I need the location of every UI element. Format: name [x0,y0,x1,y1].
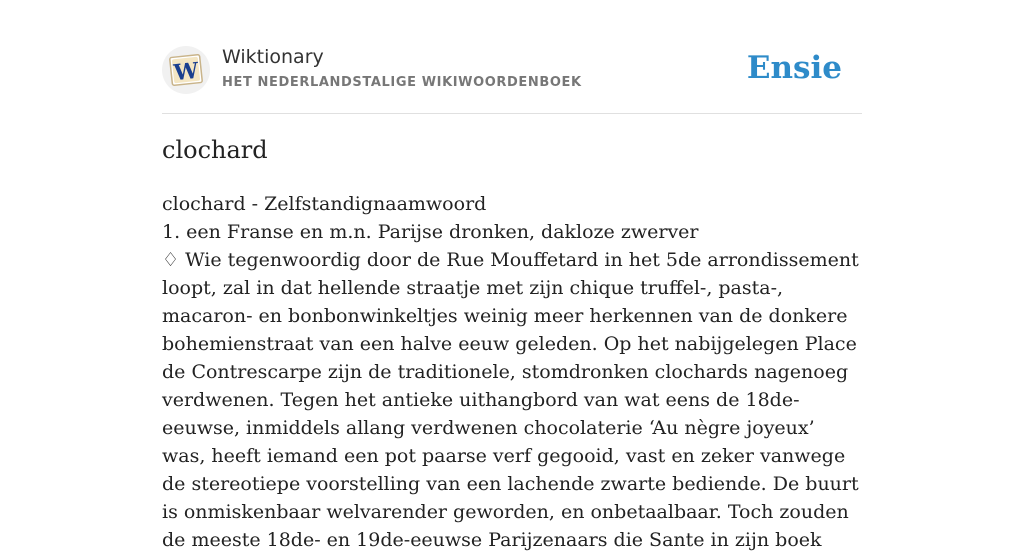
logo-letter: W [172,57,200,87]
wiktionary-logo-icon[interactable] [162,46,210,94]
definition: 1. een Franse en m.n. Parijse dronken, dakloze zwerver [162,221,699,243]
site-name[interactable]: Wiktionary [222,46,324,68]
ensie-brand-logo[interactable]: Ensie [746,50,842,86]
example-quote: ♢ Wie tegenwoordig door de Rue Mouffetard in het 5de arrondissement loopt, zal in dat hellende straatje met zijn chique truffel-, pasta-, macaron- en bonbonwinkeltjes weinig meer herkennen van de donkere bohemienstraat van een halve eeuw geleden. Op het nabijgelegen Place de Contrescarpe zijn de traditionele, stomdronken clochards nagenoeg verdwenen. Tegen het antieke uithangbord van wat eens de 18de-eeuwse, inmiddels allang verdwenen chocolaterie ‘Au nègre joyeux’ was, heeft iemand een pot paarse verf gegooid, vast en zeker vanwege de stereotiepe voorstelling van een lachende zwarte bediende. De buurt is onmiskenbaar welvarender geworden, en onbetaalbaar. Toch zouden de meeste 18de- en 19de-eeuwse Parijzenaars die Sante in zijn boek [162,249,859,551]
page-title: clochard [162,136,268,164]
site-tagline: HET NEDERLANDSTALIGE WIKIWOORDENBOEK [222,75,582,90]
header-divider [162,113,862,114]
headword-line: clochard - Zelfstandignaamwoord [162,193,487,215]
logo-tile [168,52,204,88]
site-header [162,44,862,114]
entry-body [162,190,862,554]
